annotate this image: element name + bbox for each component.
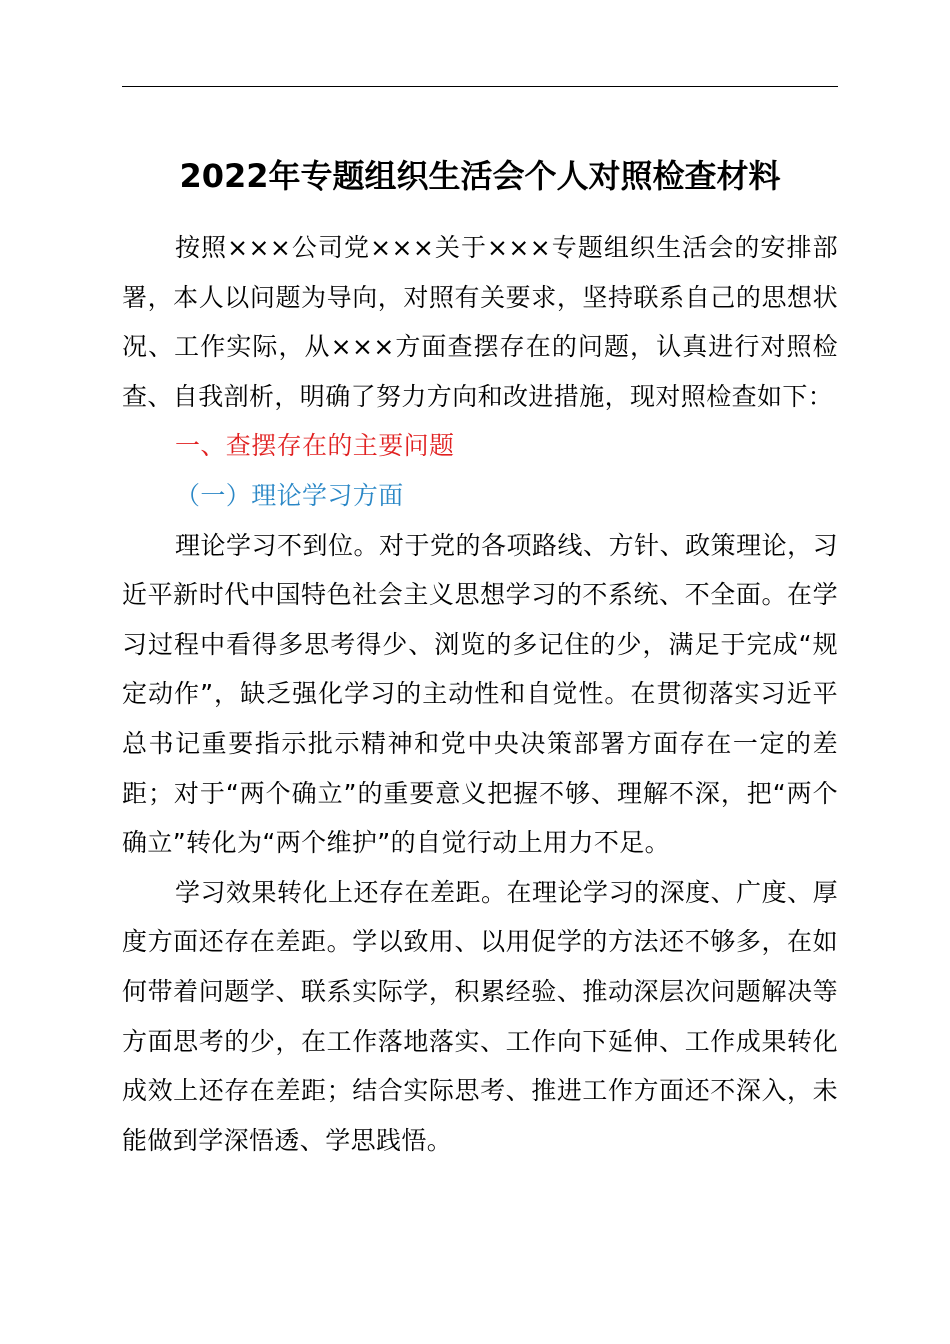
document-body bbox=[122, 223, 838, 1165]
section-heading: 一、查摆存在的主要问题 bbox=[175, 431, 455, 461]
body-paragraph: 学习效果转化上还存在差距。在理论学习的深度、广度、厚度方面还存在差距。学以致用、以用促学的方法还不够多，在如何带着问题学、联系实际学，积累经验、推动深层次问题解决等方面思考的少，在工作落地落实、工作向下延伸、工作成果转化成效上还存在差距；结合实际思考、推进工作方面还不深入，未能做到学深悟透、学思践悟。 bbox=[122, 877, 838, 1155]
body-paragraph: 理论学习不到位。对于党的各项路线、方针、政策理论，习近平新时代中国特色社会主义思想学习的不系统、不全面。在学习过程中看得多思考得少、浏览的多记住的少，满足于完成“规定动作”，缺乏强化学习的主动性和自觉性。在贯彻落实习近平总书记重要指示批示精神和党中央决策部署方面存在一定的差距；对于“两个确立”的重要意义把握不够、理解不深，把“两个确立”转化为“两个维护”的自觉行动上用力不足。 bbox=[122, 530, 838, 858]
intro-paragraph: 按照×××公司党×××关于×××专题组织生活会的安排部署，本人以问题为导向，对照有关要求，坚持联系自己的思想状况、工作实际，从×××方面查摆存在的问题，认真进行对照检查、自我剖析，明确了努力方向和改进措施，现对照检查如下： bbox=[122, 233, 838, 411]
header-rule bbox=[122, 86, 838, 87]
document-title: 2022年专题组织生活会个人对照检查材料 bbox=[179, 157, 781, 195]
subsection-heading: （一）理论学习方面 bbox=[175, 480, 404, 510]
